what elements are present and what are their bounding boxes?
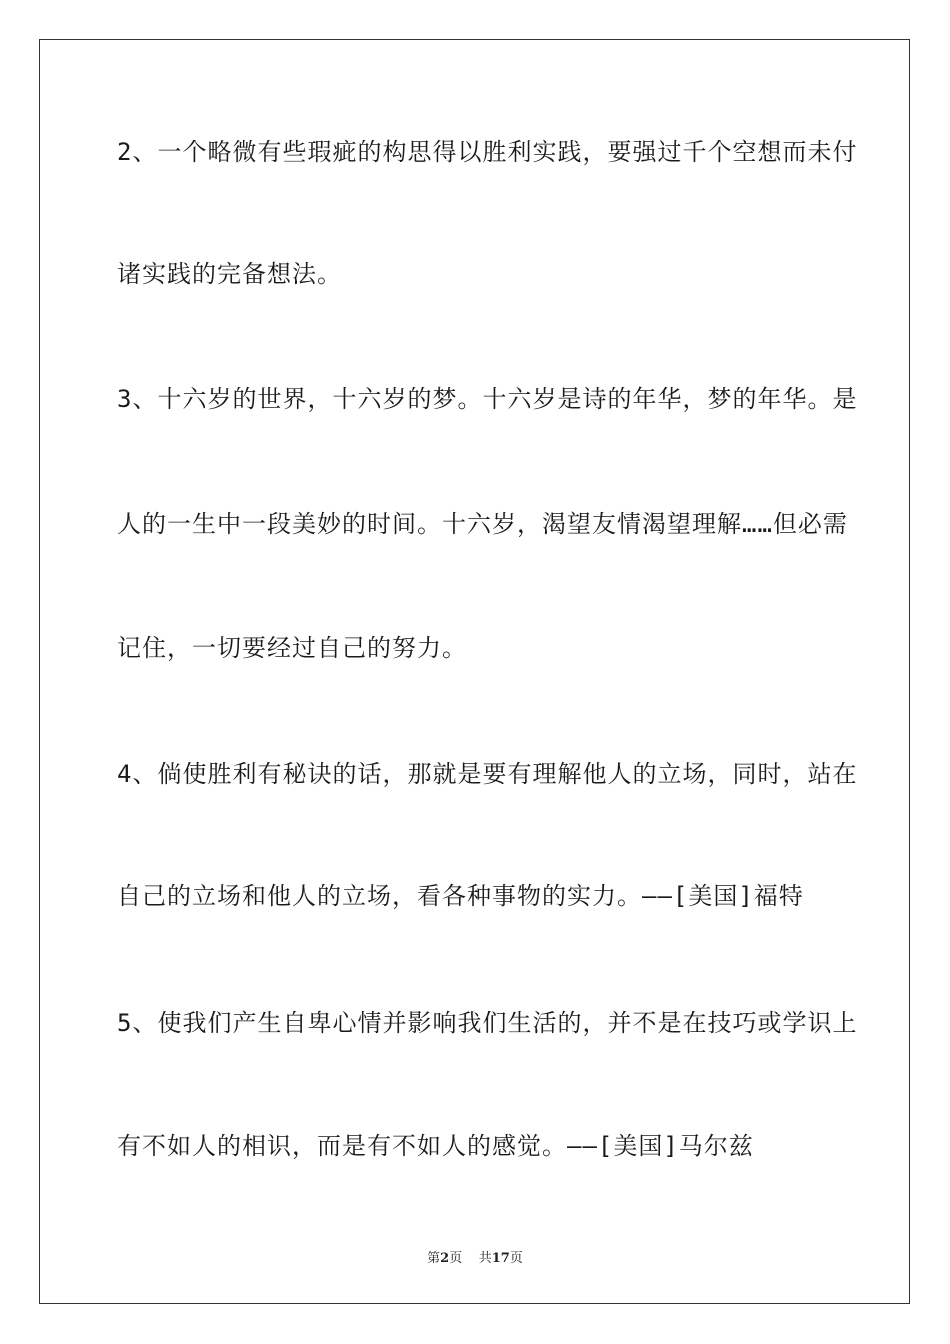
text-line: 2、一个略微有些瑕疵的构思得以胜利实践，要强过千个空想而未付 xyxy=(117,138,858,166)
text-line: 5、使我们产生自卑心情并影响我们生活的，并不是在技巧或学识上 xyxy=(117,1009,858,1037)
page-prefix: 第 xyxy=(427,1251,441,1266)
page-suffix: 页 xyxy=(449,1251,463,1266)
text-line: 记住，一切要经过自己的努力。 xyxy=(117,634,467,662)
page-border xyxy=(39,39,910,1304)
text-line: 诸实践的完备想法。 xyxy=(117,260,342,288)
text-line: 3、十六岁的世界，十六岁的梦。十六岁是诗的年华，梦的年华。是 xyxy=(117,385,858,413)
text-line: 有不如人的相识，而是有不如人的感觉。——[美国]马尔兹 xyxy=(117,1132,754,1160)
total-pages: 17 xyxy=(491,1251,510,1266)
text-line: 人的一生中一段美妙的时间。十六岁，渴望友情渴望理解……但必需 xyxy=(117,510,848,538)
page-number: 2 xyxy=(440,1251,450,1266)
total-prefix: 共 xyxy=(478,1251,492,1266)
total-suffix: 页 xyxy=(509,1251,523,1266)
text-line: 自己的立场和他人的立场，看各种事物的实力。——[美国]福特 xyxy=(117,882,804,910)
text-line: 4、倘使胜利有秘诀的话，那就是要有理解他人的立场，同时，站在 xyxy=(117,760,858,788)
page-footer xyxy=(0,1247,950,1266)
